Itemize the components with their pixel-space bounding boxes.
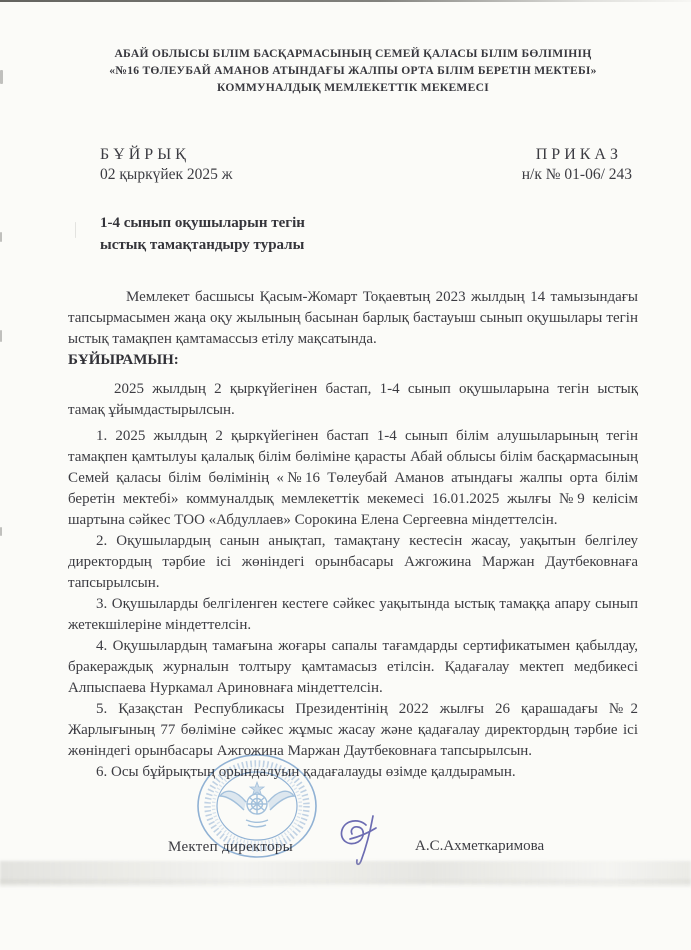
org-name-line-3: КОММУНАЛДЫҚ МЕМЛЕКЕТТІК МЕКЕМЕСІ: [216, 81, 489, 94]
order-title-block: [68, 146, 638, 184]
order-number: н/к № 01-06/ 243: [521, 166, 632, 183]
scan-artifact-left-mark: [0, 70, 3, 84]
scan-artifact-left-mark: [0, 527, 2, 536]
org-name-line-1: АБАЙ ОБЛЫСЫ БІЛІМ БАСҚАРМАСЫНЫҢ СЕМЕЙ ҚАЛАСЫ БІЛІМ БӨЛІМІНІҢ: [114, 47, 592, 60]
order-item-1: 1. 2025 жылдың 2 қыркүйегінен бастап 1-4 сынып білім алушыларының тегін тамақпен қамтылуы қалалық білім бөліміне қарасты Абай облысы білім басқармасының Семей қаласы білім бөлімінің «№16 Төлеубай Аманов атындағы жалпы орта білім беретін мектебі» коммуналдық мемлекеттік мекемесі 16.01.2025 жылғы №9 келісім шартына сәйкес ТОО «Абдуллаев» Сорокина Елена Сергеевна міндеттелсін.: [68, 428, 638, 528]
subject-line-1: 1-4 сынып оқушыларын тегін: [100, 215, 305, 231]
subject-line-2: ыстық тамақтандыру туралы: [100, 236, 305, 253]
order-item-2: 2. Оқушылардың санын анықтап, тамақтану кестесін жасау, уақытын белгілеу директордың тәрбие ісі жөніндегі орынбасары Ажгожина Маржан Даутбековнаға тапсырылсын.: [68, 533, 638, 591]
preamble-paragraph: Мемлекет басшысы Қасым-Жомарт Тоқаевтың 2023 жылдың 14 тамызындағы тапсырмасымен жаңа оқу жылының басынан барлық бастауыш сынып оқушылары тегін ыстық тамақпен қамтамассыз етілу мақсатында.: [68, 289, 638, 347]
order-title-kazakh: [100, 146, 233, 184]
order-verb: БҰЙЫРАМЫН:: [68, 352, 179, 368]
signer-name: А.С.Ахметкаримова: [415, 838, 545, 854]
intro-paragraph: 2025 жылдың 2 қыркүйегінен бастап, 1-4 сынып оқушыларына тегін ыстық тамақ ұйымдастырылсын.: [68, 381, 638, 418]
order-item-6: 6. Осы бұйрықтың орындалуын қадағалауды өзімде қалдырамын.: [96, 764, 516, 780]
official-round-stamp: [194, 752, 320, 867]
order-word-kk: Б Ұ Й Р Ы Қ: [100, 146, 186, 163]
order-subject: [100, 213, 638, 256]
scan-artifact-speck: [75, 222, 76, 238]
order-date: 02 қыркүйек 2025 ж: [100, 166, 233, 183]
order-item-5: 5. Қазақстан Республикасы Президентінің 2022 жылғы 26 қарашадағы №2 Жарлығының 77 бөліміне сәйкес жұмыс жасау және қадағалау директордың тәрбие ісі жөніндегі орынбасары Ажгожина Маржан Даутбековнаға тапсырылсын.: [68, 701, 638, 759]
scan-artifact-top-edge: [0, 0, 691, 2]
org-name-line-2: «№16 ТӨЛЕУБАЙ АМАНОВ АТЫНДАҒЫ ЖАЛПЫ ОРТА БІЛІМ БЕРЕТІН МЕКТЕБІ»: [109, 64, 597, 77]
scan-artifact-bottom-band-2: [0, 879, 691, 887]
order-items-list: [68, 426, 638, 783]
scan-artifact-left-mark: [0, 232, 2, 242]
scan-artifact-left-mark: [0, 330, 2, 342]
order-word-ru: П Р И К А З: [535, 146, 618, 163]
order-item-4: 4. Оқушылардың тамағына жоғары сапалы тағамдарды сертификатымен қабылдау, бракераждық журналын толтыру қамтамасыз етілсін. Қадағалау мектеп медбикесі Алпыспаева Нуркамал Ариновнаға міндеттелсін.: [68, 638, 638, 696]
order-title-russian: [522, 146, 638, 184]
signer-position-label: Мектеп директоры: [168, 839, 294, 855]
order-item-3: 3. Оқушыларды белгіленген кестеге сәйкес уақытында ыстық тамаққа апару сынып жетекшілеріне міндеттелсін.: [68, 596, 638, 633]
organization-header: [68, 45, 638, 96]
